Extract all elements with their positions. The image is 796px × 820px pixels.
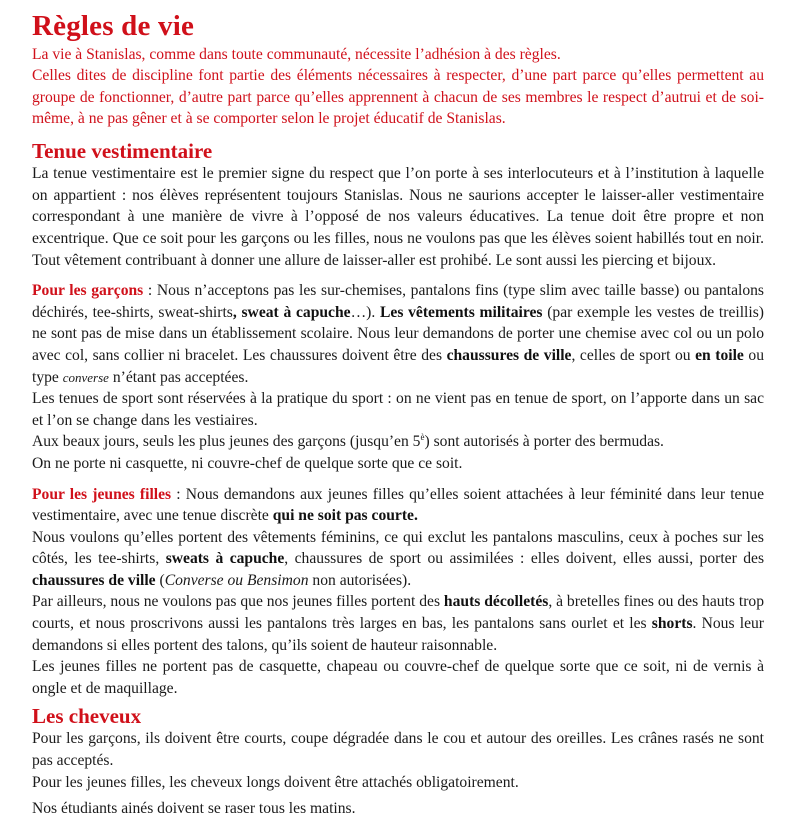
filles-paragraph-2: [32, 527, 764, 592]
filles-paragraph-3: [32, 591, 764, 656]
text-run: , chaussures de sport ou assimilées : elles doivent, elles aussi, porter des: [284, 550, 765, 568]
text-run: . Nous leur demandons si elles portent des talons, qu’ils soient de hauteur raisonnable.: [32, 615, 764, 654]
bold-run: sweats à capuche: [165, 550, 285, 568]
filles-paragraph-4: Les jeunes filles ne portent pas de casquette, chapeau ou couvre-chef de quelque sorte que ce soit, ni de vernis à ongle et de maquillage.: [32, 658, 764, 697]
text-run: Aux beaux jours, seuls les plus jeunes des garçons (jusqu’en 5: [32, 433, 421, 451]
bold-run: shorts: [651, 615, 693, 633]
cheveux-paragraph-2: Pour les jeunes filles, les cheveux longs doivent être attachés obligatoirement.: [32, 773, 519, 791]
italic-run: converse: [62, 369, 109, 385]
bold-run: chaussures de ville: [446, 346, 572, 364]
garcons-paragraph-1: [32, 280, 764, 388]
garcons-paragraph-2: Les tenues de sport sont réservées à la pratique du sport : on ne vient pas en tenue de sport, on l’apporte dans un sac et l’on se change dans les vestiaires.: [32, 390, 764, 429]
text-run: , celles de sport ou: [571, 346, 696, 364]
text-run: Par ailleurs, nous ne voulons pas que nos jeunes filles portent des: [32, 593, 444, 611]
tenue-paragraph: La tenue vestimentaire est le premier signe du respect que l’on porte à ses interlocuteurs et à l’institution à laquelle on appartient : nos élèves représentent toujours Stanislas. Nous ne saurions accepter le laisser-aller vestimentaire correspondant à une manière de vivre à l’opposé de nos valeurs éducatives. La tenue doit être propre et non excentrique. Que ce soit pour les garçons ou les filles, nous ne voulons pas que les élèves soient habillés tout en noir. Tout vêtement contribuant à donner une allure de laisser-aller est prohibé. Le sont aussi les piercing et bijoux.: [32, 165, 764, 269]
section-heading-cheveux: Les cheveux: [32, 704, 142, 729]
garcons-paragraph-3: [32, 431, 764, 453]
text-run: ) sont autorisés à porter des bermudas.: [424, 433, 664, 451]
bold-run: chaussures de ville: [32, 571, 156, 589]
text-run: …).: [350, 303, 380, 321]
section-heading-tenue: Tenue vestimentaire: [32, 139, 213, 164]
text-run: : Nous demandons aux jeunes filles qu’elles soient attachées à leur féminité dans leur tenue vestimentaire, avec une tenue discrète: [32, 485, 764, 525]
cheveux-paragraph-1: Pour les garçons, ils doivent être courts, coupe dégradée dans le cou et autour des oreilles. Les crânes rasés ne sont pas acceptés.: [32, 730, 764, 770]
superscript: è: [420, 432, 425, 443]
filles-lead: Pour les jeunes filles: [32, 485, 172, 503]
text-run: (: [155, 571, 165, 589]
bold-run: , sweat à capuche: [232, 303, 351, 321]
intro-line-2: Celles dites de discipline font partie des éléments nécessaires à respecter, d’une part parce qu’elles permettent au groupe de fonctionner, d’autre part parce qu’elles apprennent à chacun de ses membres le respect d’autrui et de soi-même, à ne pas gêner et à se comporter selon le projet éducatif de Stanislas.: [32, 67, 764, 127]
bold-run: hauts décolletés: [443, 593, 549, 611]
garcons-lead: Pour les garçons: [32, 282, 144, 300]
text-run: n’étant pas acceptées.: [108, 368, 249, 386]
filles-paragraph-1: [32, 484, 764, 527]
italic-run: Converse ou Bensimon: [164, 571, 309, 589]
text-run: Nous voulons qu’elles portent des vêtements féminins, ce qui exclut les pantalons masculins, ceux à poches sur les côtés, les tee-shirts,: [32, 528, 764, 568]
intro-line-1: La vie à Stanislas, comme dans toute communauté, nécessite l’adhésion à des règles.: [32, 46, 561, 63]
bold-run: en toile: [695, 346, 744, 364]
page-title: Règles de vie: [32, 10, 195, 42]
bold-run: qui ne soit pas courte.: [272, 507, 418, 525]
intro-paragraph: [32, 44, 764, 129]
text-run: non autorisées).: [308, 571, 412, 589]
bold-run: Les vêtements militaires: [380, 303, 543, 321]
text-run: ou type: [32, 346, 764, 386]
garcons-paragraph-4: On ne porte ni casquette, ni couvre-chef de quelque sorte que ce soit.: [32, 454, 463, 472]
text-run: : Nous n’acceptons pas les sur-chemises, pantalons fins (type slim avec taille basse) ou pantalons déchirés, tee-shirts, sweat-shirts: [32, 282, 765, 321]
text-run: (par exemple les vestes de treillis) ne sont pas de mise dans un établissement scolaire. Nous leur demandons de porter une chemise avec col ou un polo avec col, sans collier ni bracelet. Les chaussures doivent être des: [32, 303, 764, 364]
cheveux-paragraph-3: Nos étudiants ainés doivent se raser tous les matins.: [32, 800, 356, 818]
text-run: , à bretelles fines ou des hauts trop courts, et nous proscrivons aussi les pantalons très larges en bas, les pantalons sans ourlet et les: [32, 593, 764, 633]
